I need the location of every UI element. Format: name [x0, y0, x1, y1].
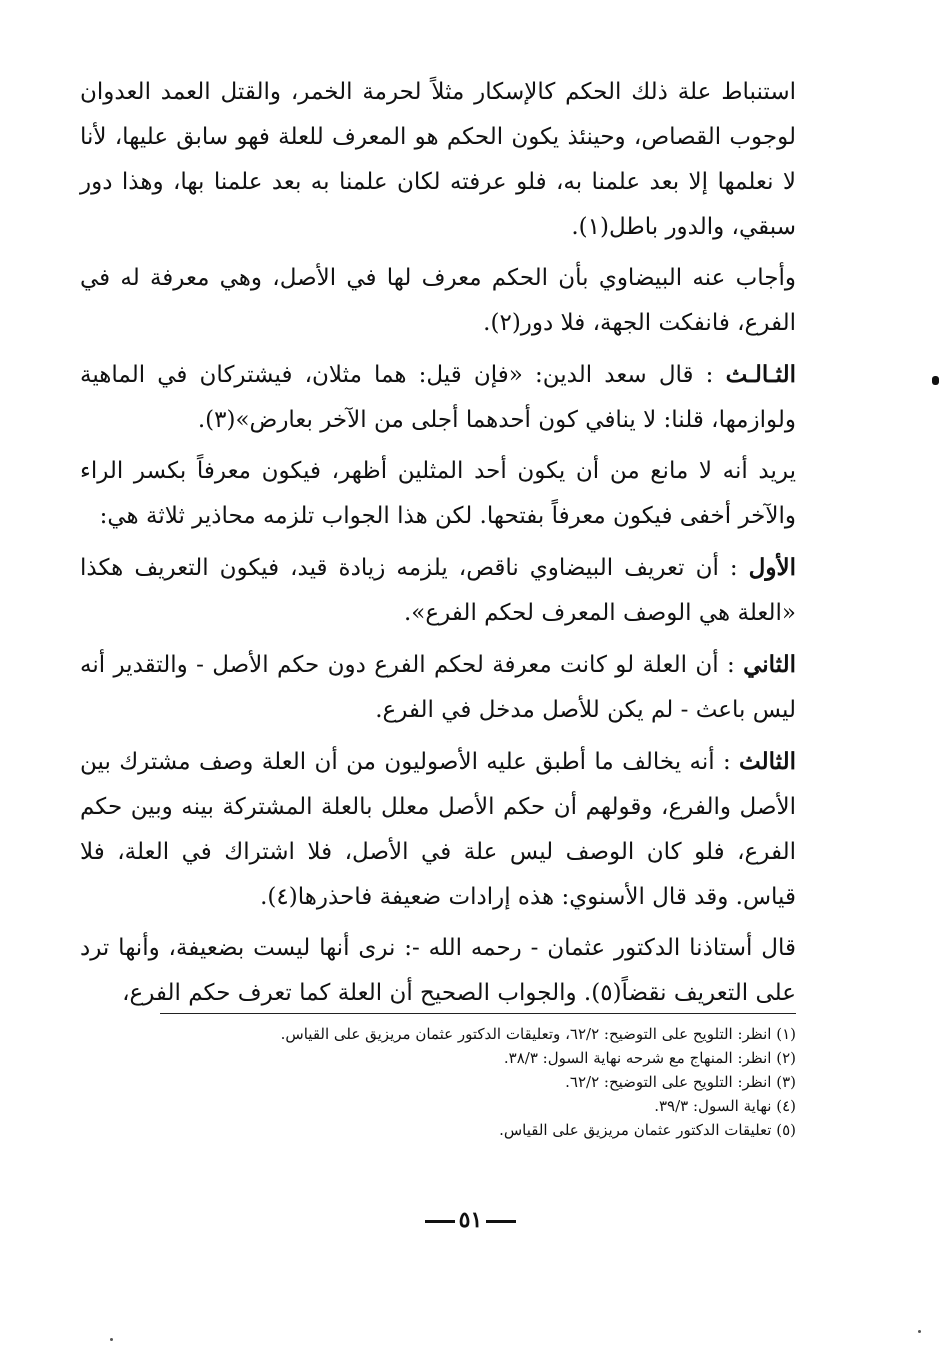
footnote-1: (١) انظر: التلويح على التوضيح: ٦٢/٢، وتعليقات الدكتور عثمان مريزيق على القياس.	[280, 1025, 796, 1043]
page-number-dash-left	[486, 1220, 516, 1223]
paragraph-2	[80, 256, 796, 346]
paragraph-3	[80, 352, 796, 443]
scan-speck	[110, 1338, 113, 1341]
page-number-dash-right	[425, 1220, 455, 1223]
main-text	[80, 70, 796, 1022]
paragraph-lead: الثاني	[743, 651, 796, 678]
paragraph-lead: الثـالـث	[725, 361, 796, 388]
paragraph-6	[80, 642, 796, 733]
paragraph-5	[80, 545, 796, 636]
paragraph-text: : أنه يخالف ما أطبق عليه الأصوليون من أن العلة وصف مشترك بين الأصل والفرع، وقولهم أن حكم الأصل معلل بالعلة المشتركة بينه وبين حكم الفرع، فلو كان الوصف ليس علة في الأصل، فلا اشتراك في العلة، فلا قياس. وقد قال الأسنوي: هذه إرادات ضعيفة فاحذرها(٤).	[80, 749, 796, 910]
paragraph-lead: الثالث	[739, 748, 796, 775]
paragraph-text: استنباط علة ذلك الحكم كالإسكار مثلاً لحرمة الخمر، والقتل العمد العدوان لوجوب القصاص، وحينئذ يكون الحكم هو المعرف للعلة فهو سابق عليها، لأنا لا نعلمها إلا بعد علمنا به، فلو عرفته لكان علمنا به بعد علمنا بها، وهذا دور سبقي، والدور باطل(١).	[80, 79, 796, 240]
footnotes	[160, 1013, 796, 1142]
paragraph-text: يريد أنه لا مانع من أن يكون أحد المثلين أظهر، فيكون معرفاً بكسر الراء والآخر أخفى فيكون معرفاً بفتحها. لكن هذا الجواب تلزمه محاذير ثلاثة هي:	[80, 458, 796, 529]
paragraph-text: : قال سعد الدين: «فإن قيل: هما مثلان، فيشتركان في الماهية ولوازمها، قلنا: لا ينافي كون أحدهما أجلى من الآخر بعارض»(٣).	[80, 362, 796, 433]
paragraph-7	[80, 739, 796, 920]
scan-speck	[918, 1330, 921, 1333]
paragraph-lead: الأول	[748, 554, 796, 581]
margin-mark	[932, 376, 939, 385]
footnote-2: (٢) انظر: المنهاج مع شرحه نهاية السول: ٣٨/٣.	[503, 1049, 796, 1067]
page-number	[0, 1207, 941, 1233]
paragraph-text: قال أستاذنا الدكتور عثمان - رحمه الله -: نرى أنها ليست بضعيفة، وأنها ترد على التعريف نقضاً(٥). والجواب الصحيح أن العلة كما تعرف حكم الفرع،	[80, 935, 796, 1006]
footnote-4: (٤) نهاية السول: ٣٩/٣.	[654, 1097, 796, 1115]
paragraph-1	[80, 70, 796, 250]
page-number-value: ٥١	[458, 1207, 483, 1233]
paragraph-text: : أن تعريف البيضاوي ناقص، يلزمه زيادة قيد، فيكون التعريف هكذا «العلة هي الوصف المعرف لحكم الفرع».	[80, 555, 796, 626]
footnote-3: (٣) انظر: التلويح على التوضيح: ٦٢/٢.	[565, 1073, 796, 1091]
paragraph-text: وأجاب عنه البيضاوي بأن الحكم معرف لها في الأصل، وهي معرفة له في الفرع، فانفكت الجهة، فلا دور(٢).	[80, 265, 796, 336]
paragraph-8	[80, 926, 796, 1016]
footnote-5: (٥) تعليقات الدكتور عثمان مريزيق على القياس.	[499, 1121, 796, 1139]
paragraph-text: : أن العلة لو كانت معرفة لحكم الفرع دون حكم الأصل - والتقدير أنه ليس باعث - لم يكن للأصل مدخل في الفرع.	[80, 652, 796, 723]
paragraph-4	[80, 449, 796, 539]
